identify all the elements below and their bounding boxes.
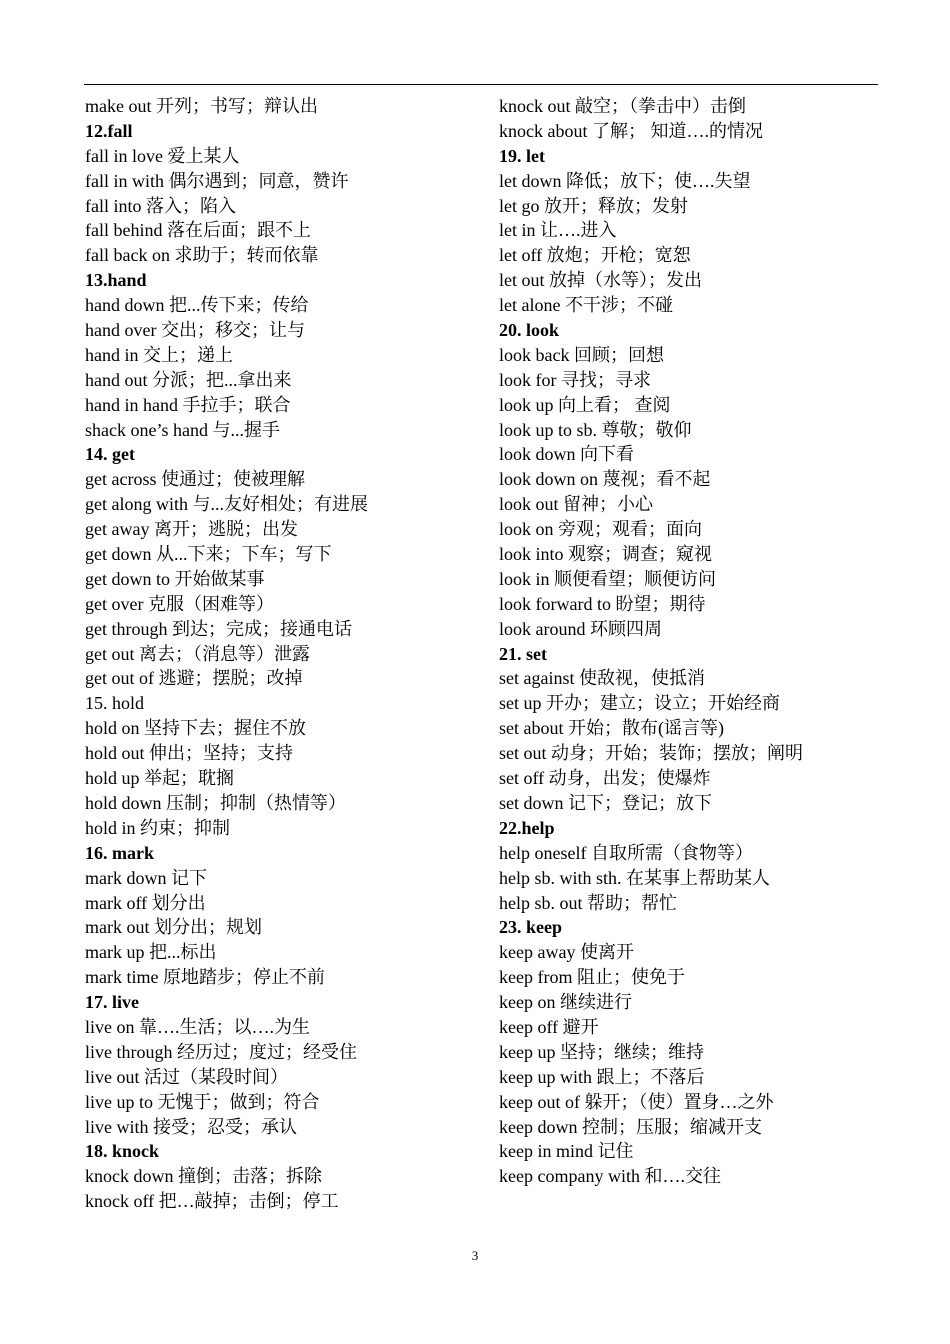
right-phrase-entry: look for 寻找；寻求: [499, 369, 651, 390]
left-phrase-entry: hold in 约束；抑制: [85, 817, 231, 838]
left-phrase-entry: get along with 与...友好相处；有进展: [85, 494, 368, 515]
left-phrase-entry: get down 从...下来；下车；写下: [85, 544, 332, 565]
right-phrase-entry: let off 放炮；开枪；宽恕: [499, 245, 691, 266]
left-phrase-entry: get out of 逃避；摆脱；改掉: [85, 668, 303, 689]
right-phrase-entry: help oneself 自取所需（食物等）: [499, 842, 753, 863]
right-phrase-entry: set up 开办；建立；设立；开始经商: [499, 693, 780, 714]
left-section-heading: 18. knock: [85, 1141, 160, 1162]
left-phrase-entry: get over 克服（困难等）: [85, 593, 274, 614]
left-phrase-entry: hold up 举起；耽搁: [85, 768, 235, 789]
left-column: [85, 94, 475, 1214]
right-phrase-entry: set against 使敌视，使抵消: [499, 668, 705, 689]
right-phrase-entry: let down 降低；放下；使….失望: [499, 170, 751, 191]
right-phrase-entry: look around 环顾四周: [499, 618, 662, 639]
left-phrase-entry: hand in 交上；递上: [85, 344, 233, 365]
right-column: [499, 94, 889, 1189]
left-phrase-entry: knock off 把…敲掉；击倒；停工: [85, 1191, 339, 1212]
left-phrase-entry: knock down 撞倒；击落；拆除: [85, 1166, 322, 1187]
right-phrase-entry: knock about 了解； 知道….的情况: [499, 120, 763, 141]
left-phrase-entry: live out 活过（某段时间）: [85, 1066, 288, 1087]
right-section-heading: 22.help: [499, 817, 555, 838]
right-phrase-entry: look down on 蔑视；看不起: [499, 469, 711, 490]
left-phrase-entry: fall back on 求助于；转而依靠: [85, 245, 319, 266]
left-phrase-entry: 15. hold: [85, 693, 145, 714]
right-phrase-entry: help sb. with sth. 在某事上帮助某人: [499, 867, 771, 888]
left-phrase-entry: hand out 分派；把...拿出来: [85, 369, 292, 390]
right-phrase-entry: keep off 避开: [499, 1016, 599, 1037]
left-phrase-entry: fall in with 偶尔遇到；同意，赞许: [85, 170, 349, 191]
left-phrase-entry: get across 使通过；使被理解: [85, 469, 305, 490]
left-phrase-entry: make out 开列；书写；辩认出: [85, 96, 318, 116]
right-phrase-entry: look back 回顾；回想: [499, 344, 664, 365]
right-phrase-entry: look down 向下看: [499, 444, 634, 465]
left-phrase-entry: hand down 把...传下来；传给: [85, 295, 309, 316]
right-phrase-entry: knock out 敲空；（拳击中）击倒: [499, 96, 746, 116]
right-phrase-entry: keep on 继续进行: [499, 992, 632, 1013]
left-phrase-entry: live on 靠….生活；以….为生: [85, 1016, 310, 1037]
left-phrase-entry: fall in love 爱上某人: [85, 145, 240, 166]
left-phrase-entry: mark time 原地踏步；停止不前: [85, 967, 325, 988]
right-phrase-entry: keep company with 和….交往: [499, 1166, 721, 1187]
left-section-heading: 14. get: [85, 444, 135, 465]
left-section-heading: 17. live: [85, 992, 139, 1013]
left-phrase-entry: mark down 记下: [85, 867, 207, 888]
left-phrase-entry: fall behind 落在后面；跟不上: [85, 220, 311, 241]
right-phrase-entry: look into 观察；调查；窥视: [499, 544, 713, 565]
right-section-heading: 23. keep: [499, 917, 562, 938]
right-phrase-entry: set off 动身，出发；使爆炸: [499, 768, 711, 789]
left-phrase-entry: get away 离开；逃脱；出发: [85, 519, 298, 540]
right-phrase-entry: keep away 使离开: [499, 942, 634, 963]
right-phrase-entry: keep in mind 记住: [499, 1141, 634, 1162]
right-phrase-entry: look on 旁观；观看；面向: [499, 519, 703, 540]
left-phrase-entry: hold down 压制；抑制（热情等）: [85, 792, 346, 813]
right-phrase-entry: keep up 坚持；继续；维持: [499, 1041, 704, 1062]
right-phrase-entry: let out 放掉（水等）；发出: [499, 270, 702, 291]
left-phrase-entry: hold on 坚持下去；握住不放: [85, 718, 307, 739]
right-section-heading: 20. look: [499, 320, 560, 341]
left-section-heading: 16. mark: [85, 842, 154, 863]
right-section-heading: 21. set: [499, 643, 547, 664]
right-phrase-entry: look up to sb. 尊敬；敬仰: [499, 419, 692, 440]
right-phrase-entry: keep up with 跟上；不落后: [499, 1066, 705, 1087]
left-phrase-entry: get out 离去；（消息等）泄露: [85, 643, 310, 664]
right-phrase-entry: look forward to 盼望；期待: [499, 593, 706, 614]
right-phrase-entry: look out 留神；小心: [499, 494, 654, 515]
right-phrase-entry: let go 放开；释放；发射: [499, 195, 688, 216]
right-phrase-entry: help sb. out 帮助；帮忙: [499, 892, 677, 913]
right-phrase-entry: set down 记下；登记；放下: [499, 792, 712, 813]
left-phrase-entry: mark up 把...标出: [85, 942, 217, 963]
right-phrase-entry: set out 动身；开始；装饰；摆放；阐明: [499, 743, 803, 764]
right-phrase-entry: keep out of 躲开；（使）置身…之外: [499, 1091, 774, 1112]
page-number: 3: [471, 1248, 479, 1263]
right-phrase-entry: look in 顺便看望；顺便访问: [499, 568, 717, 589]
left-phrase-entry: live up to 无愧于；做到；符合: [85, 1091, 320, 1112]
left-phrase-entry: live with 接受；忍受；承认: [85, 1116, 297, 1137]
left-phrase-entry: mark out 划分出；规划: [85, 917, 262, 938]
right-phrase-entry: keep down 控制；压服；缩减开支: [499, 1116, 762, 1137]
left-section-heading: 13.hand: [85, 270, 147, 291]
right-phrase-entry: keep from 阻止；使免于: [499, 967, 685, 988]
left-phrase-entry: hand over 交出；移交；让与: [85, 320, 305, 341]
right-phrase-entry: set about 开始；散布(谣言等): [499, 718, 724, 739]
left-phrase-entry: hold out 伸出；坚持；支持: [85, 743, 294, 764]
right-phrase-entry: let alone 不干涉；不碰: [499, 295, 673, 316]
left-phrase-entry: get through 到达；完成；接通电话: [85, 618, 352, 639]
right-phrase-entry: let in 让….进入: [499, 220, 617, 241]
left-phrase-entry: shack one’s hand 与...握手: [85, 419, 280, 440]
left-phrase-entry: live through 经历过；度过；经受住: [85, 1041, 357, 1062]
left-phrase-entry: fall into 落入；陷入: [85, 195, 236, 216]
left-section-heading: 12.fall: [85, 120, 133, 141]
left-phrase-entry: get down to 开始做某事: [85, 568, 265, 589]
left-phrase-entry: hand in hand 手拉手；联合: [85, 394, 291, 415]
right-section-heading: 19. let: [499, 145, 545, 166]
header-rule: [84, 84, 878, 85]
right-phrase-entry: look up 向上看； 查阅: [499, 394, 671, 415]
left-phrase-entry: mark off 划分出: [85, 892, 206, 913]
